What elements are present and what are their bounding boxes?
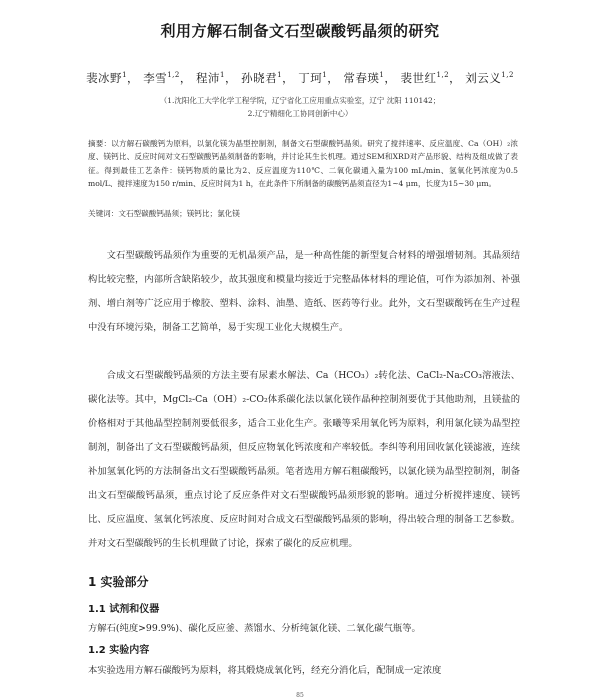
author-sup: 1 [322, 71, 328, 80]
author-sup: 1 [122, 71, 128, 80]
affiliation-line-2: 2.辽宁精细化工协同创新中心） [247, 109, 353, 118]
intro-paragraph-1: 文石型碳酸钙晶须作为重要的无机晶须产品，是一种高性能的新型复合材料的增强增韧剂。其晶须结构比较完整，内部所含缺陷较少，故其强度和模量均接近于完整晶体材料的理论值，可作为添加剂、补强剂、增白剂等广泛应用于橡胶、塑料、涂料、油墨、造纸、医药等行业。此外，文石型碳酸钙在生产过程中没有环境污染，制备工艺简单，易于实现工业化大规模生产。 [88, 250, 520, 333]
author-list: 裴冰野$^1$， 李雪$^{1,2}$， 程沛$^1$， 孙晓君$^1$， 丁珂$^1$， 常春瑛$^1$， 裴世红$^{1,2}$， 刘云义$^{1,2}$ [86, 71, 514, 85]
section-heading-reagents: 1.1 试剂和仪器 [88, 604, 160, 615]
author-name: 裴世红 [400, 71, 437, 85]
author-name: 丁珂 [298, 71, 323, 85]
author-name: 裴冰野 [86, 71, 123, 85]
keywords: 关键词：文石型碳酸钙晶须；镁钙比；氯化镁 [88, 209, 240, 218]
author-sup: 1,2 [167, 71, 180, 80]
author-sup: 1 [277, 71, 283, 80]
author-name: 程沛 [195, 71, 220, 85]
intro-paragraph-2: 合成文石型碳酸钙晶须的方法主要有尿素水解法、Ca（HCO₃）₂转化法、CaCl₂-Na₂CO₃溶液法、碳化法等。其中，MgCl₂-Ca（OH）₂-CO₂体系碳化法以氯化镁作晶种控制剂要优于其他助剂，且镁盐的价格相对于其他晶型控制剂要低很多，适合工业化生产。张曦等采用氧化钙为原料，利用氯化镁为晶型控制剂，制备出了文石型碳酸钙晶须，但反应物氧化钙浓度和产率较低。李纠等利用回收氯化镁滤液，连续补加氢氧化钙的方法制备出文石型碳酸钙晶须。笔者选用方解石粗碳酸钙，以氯化镁为晶型控制剂，制备出文石型碳酸钙晶须，重点讨论了反应条件对文石型碳酸钙晶须形貌的影响。通过分析搅拌速度、镁钙比、反应温度、氢氧化钙浓度、反应时间对合成文石型碳酸钙晶须的影响，得出较合理的制备工艺参数。并对文石型碳酸钙的生长机理做了讨论，探索了碳化的反应机理。 [88, 370, 520, 549]
procedure-text: 本实验选用方解石碳酸钙为原料，将其煅烧成氧化钙，经充分消化后，配制成一定浓度 [88, 665, 442, 676]
author-sup: 1,2 [501, 71, 514, 80]
author-sup: 1,2 [436, 71, 450, 80]
author-name: 孙晓君 [241, 71, 278, 85]
author-name: 刘云义 [465, 71, 502, 85]
author-sup: 1 [379, 71, 385, 80]
author-sup: 1 [219, 71, 225, 80]
paper-title: 利用方解石制备文石型碳酸钙晶须的研究 [160, 22, 440, 40]
affiliation-line-1: （1.沈阳化工大学化学工程学院，辽宁省化工应用重点实验室，辽宁 沈阳 110142； [159, 96, 441, 105]
author-name: 常春瑛 [343, 71, 380, 85]
author-name: 李雪 [143, 71, 168, 85]
section-heading-procedure: 1.2 实验内容 [88, 645, 150, 656]
reagents-text: 方解石(纯度>99.9%)、碳化反应釜、蒸馏水、分析纯氯化镁、二氧化碳气瓶等。 [88, 623, 421, 634]
abstract: 摘要：以方解石碳酸钙为原料，以氯化镁为晶型控制剂，制备文石型碳酸钙晶须。研究了搅拌速率、反应温度、Ca（OH）₂浓度、镁钙比、反应时间对文石型碳酸钙晶须制备的影响，并讨论其生长机理。通过SEM和XRD对产品形貌、结构及组成做了表征。得到最佳工艺条件：镁钙物质的量比为2、反应温度为110℃、二氧化碳通入量为100 mL/min、氢氧化钙浓度为0.5 mol/L、搅拌速度为150 r/min、反应时间为1 h，在此条件下所制备的碳酸钙晶须直径为1~4 μm，长度为15~30 μm。 [88, 139, 518, 189]
section-heading-experimental: 1 实验部分 [88, 575, 149, 589]
page-number: 85 [296, 692, 304, 699]
